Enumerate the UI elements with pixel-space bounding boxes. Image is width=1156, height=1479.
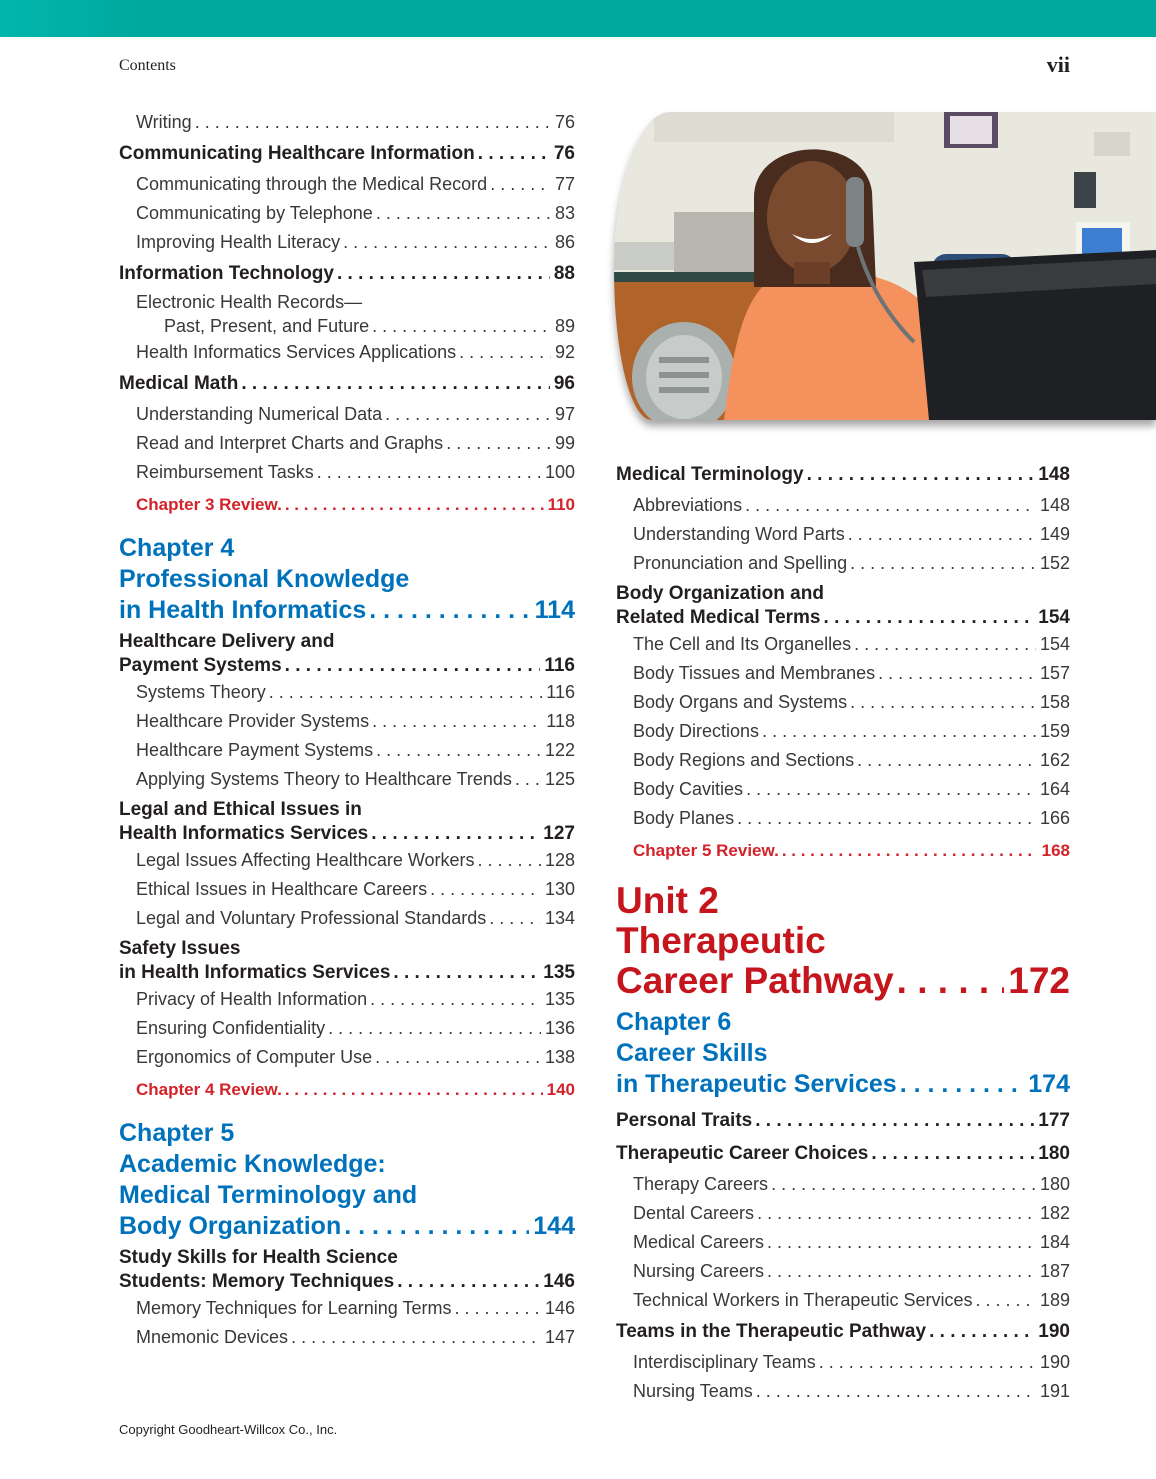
toc-entry[interactable]: Electronic Health Records— Past, Present, and Future . . . 89 <box>119 290 575 338</box>
toc-entry[interactable]: Communicating by Telephone . . . 83 <box>119 199 575 228</box>
toc-section[interactable]: Healthcare Delivery and Payment Systems . . . 116 <box>119 630 575 678</box>
toc-entry[interactable]: Legal Issues Affecting Healthcare Workers . . . 128 <box>119 846 575 875</box>
toc-entry[interactable]: Applying Systems Theory to Healthcare Trends . . . 125 <box>119 765 575 794</box>
toc-entry[interactable]: Systems Theory . . . 116 <box>119 678 575 707</box>
toc-entry[interactable]: Body Planes . . . 166 <box>616 804 1070 833</box>
toc-entry[interactable]: Memory Techniques for Learning Terms . . . 146 <box>119 1294 575 1323</box>
toc-entry[interactable]: Ergonomics of Computer Use . . . 138 <box>119 1043 575 1072</box>
page-number: vii <box>1046 52 1070 77</box>
toc-entry[interactable]: Communicating through the Medical Record . . . 77 <box>119 170 575 199</box>
toc-section[interactable]: Legal and Ethical Issues in Health Informatics Services . . . 127 <box>119 798 575 846</box>
toc-section[interactable]: Study Skills for Health Science Students: Memory Techniques . . . 146 <box>119 1246 575 1294</box>
toc-entry[interactable]: Healthcare Payment Systems . . . 122 <box>119 736 575 765</box>
toc-section[interactable]: Teams in the Therapeutic Pathway . . . 190 <box>616 1315 1070 1348</box>
toc-entry[interactable]: Writing . . . 76 <box>119 108 575 137</box>
toc-entry[interactable]: Body Cavities . . . 164 <box>616 775 1070 804</box>
copyright-notice: Copyright Goodheart-Willcox Co., Inc. <box>119 1422 338 1437</box>
toc-entry[interactable]: Nursing Careers . . . 187 <box>616 1257 1070 1286</box>
chapter-heading[interactable]: Chapter 6 Career Skills in Therapeutic Services . . . 174 <box>616 1007 1070 1100</box>
chapter-review-link[interactable]: Chapter 5 Review. . . . 168 <box>616 833 1070 869</box>
toc-entry[interactable]: The Cell and Its Organelles . . . 154 <box>616 630 1070 659</box>
toc-entry[interactable]: Privacy of Health Information . . . 135 <box>119 985 575 1014</box>
toc-entry[interactable]: Mnemonic Devices . . . 147 <box>119 1323 575 1352</box>
toc-entry[interactable]: Technical Workers in Therapeutic Services . . . 189 <box>616 1286 1070 1315</box>
toc-entry[interactable]: Body Organs and Systems . . . 158 <box>616 688 1070 717</box>
toc-entry[interactable]: Dental Careers . . . 182 <box>616 1199 1070 1228</box>
toc-section[interactable]: Body Organization and Related Medical Terms . . . 154 <box>616 582 1070 630</box>
toc-section[interactable]: Personal Traits . . . 177 <box>616 1104 1070 1137</box>
toc-entry[interactable]: Pronunciation and Spelling . . . 152 <box>616 549 1070 578</box>
toc-entry[interactable]: Understanding Word Parts . . . 149 <box>616 520 1070 549</box>
top-banner <box>0 0 1156 37</box>
toc-entry[interactable]: Reimbursement Tasks . . . 100 <box>119 458 575 487</box>
chapter-review-link[interactable]: Chapter 4 Review. . . . 140 <box>119 1072 575 1108</box>
chapter-heading[interactable]: Chapter 5 Academic Knowledge: Medical Terminology and Body Organization . . . 144 <box>119 1118 575 1242</box>
toc-section[interactable]: Medical Math . . . 96 <box>119 367 575 400</box>
toc-entry[interactable]: Health Informatics Services Applications . . . 92 <box>119 338 575 367</box>
running-head: Contents <box>119 57 176 74</box>
toc-entry[interactable]: Nursing Teams . . . 191 <box>616 1377 1070 1406</box>
toc-entry[interactable]: Improving Health Literacy . . . 86 <box>119 228 575 257</box>
toc-entry[interactable]: Legal and Voluntary Professional Standards . . . 134 <box>119 904 575 933</box>
toc-section[interactable]: Communicating Healthcare Information . . . 76 <box>119 137 575 170</box>
toc-section[interactable]: Safety Issues in Health Informatics Services . . . 135 <box>119 937 575 985</box>
chapter-heading[interactable]: Chapter 4 Professional Knowledge in Health Informatics . . . 114 <box>119 533 575 626</box>
toc-entry[interactable]: Therapy Careers . . . 180 <box>616 1170 1070 1199</box>
toc-entry[interactable]: Body Tissues and Membranes . . . 157 <box>616 659 1070 688</box>
toc-entry[interactable]: Body Directions . . . 159 <box>616 717 1070 746</box>
toc-entry[interactable]: Ethical Issues in Healthcare Careers . . . 130 <box>119 875 575 904</box>
toc-section[interactable]: Information Technology . . . 88 <box>119 257 575 290</box>
dot-leader <box>195 108 551 137</box>
toc-right-column <box>616 458 1070 1406</box>
toc-entry[interactable]: Healthcare Provider Systems . . . 118 <box>119 707 575 736</box>
toc-entry[interactable]: Body Regions and Sections . . . 162 <box>616 746 1070 775</box>
unit-heading[interactable]: Unit 2 Therapeutic Career Pathway . . . 172 <box>616 881 1070 1001</box>
toc-section[interactable]: Therapeutic Career Choices . . . 180 <box>616 1137 1070 1170</box>
toc-entry[interactable]: Interdisciplinary Teams . . . 190 <box>616 1348 1070 1377</box>
toc-entry[interactable]: Understanding Numerical Data . . . 97 <box>119 400 575 429</box>
toc-entry[interactable]: Abbreviations . . . 148 <box>616 491 1070 520</box>
receptionist-photo <box>614 112 1156 420</box>
toc-section[interactable]: Medical Terminology . . . 148 <box>616 458 1070 491</box>
chapter-review-link[interactable]: Chapter 3 Review. . . . 110 <box>119 487 575 523</box>
toc-entry[interactable]: Ensuring Confidentiality . . . 136 <box>119 1014 575 1043</box>
dot-leader <box>478 137 550 170</box>
toc-entry[interactable]: Medical Careers . . . 184 <box>616 1228 1070 1257</box>
toc-left-column <box>119 108 575 1352</box>
toc-entry[interactable]: Read and Interpret Charts and Graphs . . . 99 <box>119 429 575 458</box>
